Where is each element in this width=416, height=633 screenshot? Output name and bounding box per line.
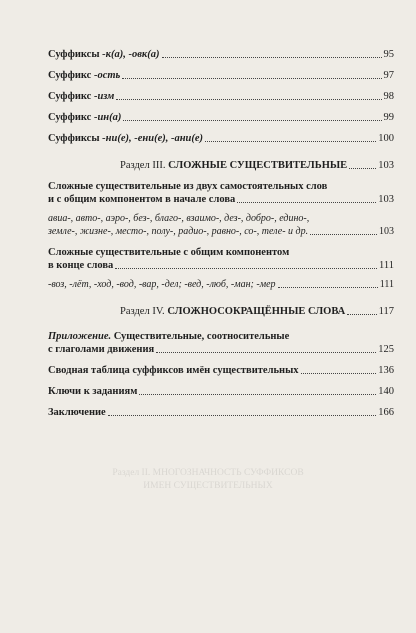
toc-entry-label: Суффикс -изм (48, 91, 115, 102)
toc-entry-label: Заключение (48, 407, 106, 418)
toc-subentry-line: Сложные существительные из двух самостоятельных слов (48, 181, 328, 192)
toc-page-number: 97 (383, 70, 394, 81)
dot-leader (139, 394, 376, 395)
toc-examples-line: земле-, жизне-, место-, полу-, радио-, равно-, со-, теле- и др. (48, 226, 309, 237)
toc-entry-label: Ключи к заданиям (48, 386, 138, 397)
table-of-contents (48, 48, 394, 427)
toc-entry (48, 111, 394, 124)
section-heading-label: Раздел IV. СЛОЖНОСОКРАЩЁННЫЕ СЛОВА (120, 306, 346, 317)
toc-appendix-line: с глаголами движения (48, 344, 155, 355)
dot-leader (115, 268, 377, 269)
toc-entry (48, 48, 394, 61)
toc-page-number: 136 (378, 365, 394, 376)
dot-leader (116, 99, 381, 100)
toc-page-number: 140 (378, 386, 394, 397)
toc-examples-line: -воз, -лёт, -ход, -вод, -вар, -дел; -вед, -люб, -ман; -мер (48, 279, 276, 290)
dot-leader (347, 314, 376, 315)
toc-page-number: 99 (383, 112, 394, 123)
dot-leader (108, 415, 377, 416)
toc-subentry-line: и с общим компонентом в начале слова (48, 194, 236, 205)
bleed-through-line-a: Раздел II. МНОГОЗНАЧНОСТЬ СУФФИКСОВ (112, 468, 304, 478)
toc-page-number: 100 (378, 133, 394, 144)
toc-subentry-line: Сложные существительные с общим компонентом (48, 247, 290, 258)
dot-leader (122, 78, 381, 79)
toc-subentry (48, 180, 394, 206)
dot-leader (310, 234, 377, 235)
section-heading-3 (48, 159, 394, 172)
toc-page-number: 95 (383, 49, 394, 60)
toc-page-number: 103 (378, 160, 394, 171)
toc-entry (48, 406, 394, 419)
dot-leader (349, 168, 376, 169)
toc-examples (48, 278, 394, 291)
toc-page-number: 125 (378, 344, 394, 355)
toc-subentry (48, 246, 394, 272)
toc-page-number: 98 (383, 91, 394, 102)
dot-leader (205, 141, 376, 142)
toc-entry (48, 364, 394, 377)
toc-entry-label: Суффиксы -ни(е), -ени(е), -ани(е) (48, 133, 204, 144)
dot-leader (278, 287, 378, 288)
dot-leader (237, 202, 376, 203)
toc-examples (48, 212, 394, 238)
toc-page-number: 111 (379, 279, 394, 290)
section-heading-4 (48, 305, 394, 318)
dot-leader (123, 120, 381, 121)
toc-entry-label: Суффикс -ость (48, 70, 121, 81)
toc-page-number: 111 (379, 260, 394, 271)
bleed-through-line-b: ИМЁН СУЩЕСТВИТЕЛЬНЫХ (143, 481, 273, 491)
toc-page-number: 166 (378, 407, 394, 418)
toc-appendix-line: Приложение. Существительные, соотносительные (48, 331, 290, 342)
toc-entry (48, 132, 394, 145)
dot-leader (301, 373, 377, 374)
toc-appendix (48, 330, 394, 356)
toc-page-number: 117 (378, 306, 394, 317)
toc-page-number: 103 (378, 194, 394, 205)
toc-entry (48, 385, 394, 398)
section-heading-label: Раздел III. СЛОЖНЫЕ СУЩЕСТВИТЕЛЬНЫЕ (120, 160, 348, 171)
toc-entry (48, 69, 394, 82)
dot-leader (162, 57, 382, 58)
dot-leader (156, 352, 376, 353)
toc-entry-label: Сводная таблица суффиксов имён существительных (48, 365, 299, 376)
toc-entry-label: Суффикс -ин(а) (48, 112, 122, 123)
toc-entry (48, 90, 394, 103)
toc-entry-label: Суффиксы -к(а), -овк(а) (48, 49, 160, 60)
toc-page-number: 103 (379, 226, 394, 237)
toc-examples-line: авиа-, авто-, аэро-, без-, благо-, взаимо-, дез-, добро-, едино-, (48, 213, 310, 224)
toc-subentry-line: в конце слова (48, 260, 114, 271)
